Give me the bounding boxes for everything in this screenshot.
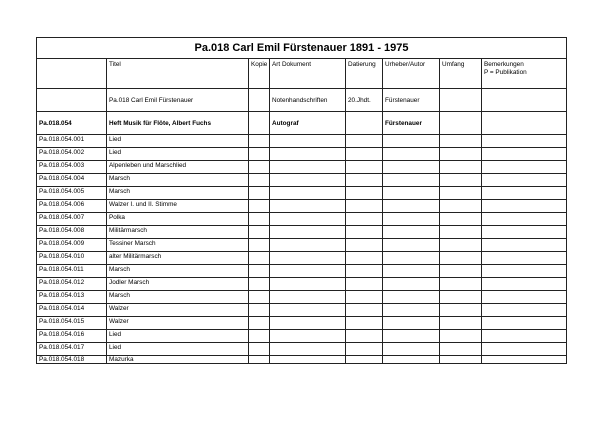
table-row [37,356,567,364]
item-urheber [383,278,440,291]
inventory-table [36,37,567,364]
item-urheber [383,148,440,161]
item-kopie [249,291,270,304]
item-signatur: Pa.018.054.006 [37,200,107,213]
item-datierung [346,252,383,265]
table-row [37,148,567,161]
item-kopie [249,200,270,213]
item-art-dokument [270,200,346,213]
table-row [37,239,567,252]
item-umfang [440,239,482,252]
item-signatur: Pa.018.054.011 [37,265,107,278]
item-bemerkungen [482,356,567,364]
item-titel: Tessiner Marsch [107,239,249,252]
item-bemerkungen [482,278,567,291]
collection-bemerkungen [482,89,567,112]
item-signatur: Pa.018.054.016 [37,330,107,343]
series-titel: Heft Musik für Flöte, Albert Fuchs [107,112,249,135]
item-datierung [346,174,383,187]
item-urheber [383,265,440,278]
item-titel: alter Militärmarsch [107,252,249,265]
header-art-dokument: Art Dokument [270,59,346,89]
table-row [37,304,567,317]
item-datierung [346,343,383,356]
series-signatur: Pa.018.054 [37,112,107,135]
item-umfang [440,330,482,343]
item-umfang [440,265,482,278]
series-umfang [440,112,482,135]
item-kopie [249,265,270,278]
item-umfang [440,135,482,148]
item-art-dokument [270,174,346,187]
header-signatur [37,59,107,89]
item-bemerkungen [482,161,567,174]
item-urheber [383,200,440,213]
collection-art: Notenhandschriften [270,89,346,112]
collection-signatur [37,89,107,112]
item-art-dokument [270,148,346,161]
item-umfang [440,161,482,174]
item-titel: Lied [107,148,249,161]
table-row [37,330,567,343]
collection-datierung: 20.Jhdt. [346,89,383,112]
item-urheber [383,161,440,174]
item-art-dokument [270,291,346,304]
item-datierung [346,239,383,252]
header-urheber: Urheber/Autor [383,59,440,89]
item-signatur: Pa.018.054.007 [37,213,107,226]
item-titel: Walzer [107,304,249,317]
item-bemerkungen [482,343,567,356]
item-urheber [383,252,440,265]
table-row [37,213,567,226]
item-titel: Jodler Marsch [107,278,249,291]
document-title: Pa.018 Carl Emil Fürstenauer 1891 - 1975 [37,38,567,59]
item-urheber [383,135,440,148]
item-datierung [346,265,383,278]
item-art-dokument [270,343,346,356]
item-urheber [383,187,440,200]
item-bemerkungen [482,187,567,200]
item-bemerkungen [482,174,567,187]
series-row [37,112,567,135]
item-umfang [440,200,482,213]
item-signatur: Pa.018.054.015 [37,317,107,330]
table-row [37,265,567,278]
item-signatur: Pa.018.054.013 [37,291,107,304]
item-datierung [346,278,383,291]
item-urheber [383,174,440,187]
item-titel: Marsch [107,265,249,278]
item-kopie [249,148,270,161]
item-urheber [383,330,440,343]
item-urheber [383,291,440,304]
item-kopie [249,330,270,343]
collection-kopie [249,89,270,112]
item-bemerkungen [482,148,567,161]
item-signatur: Pa.018.054.003 [37,161,107,174]
item-signatur: Pa.018.054.001 [37,135,107,148]
header-umfang: Umfang [440,59,482,89]
item-urheber [383,356,440,364]
item-umfang [440,174,482,187]
table-row [37,291,567,304]
item-titel: Marsch [107,187,249,200]
item-kopie [249,226,270,239]
header-titel: Titel [107,59,249,89]
item-umfang [440,187,482,200]
item-datierung [346,213,383,226]
item-datierung [346,161,383,174]
item-signatur: Pa.018.054.008 [37,226,107,239]
item-signatur: Pa.018.054.012 [37,278,107,291]
header-bemerkungen [482,59,567,89]
item-art-dokument [270,135,346,148]
header-bemerkungen-label: Bemerkungen [484,61,524,68]
item-titel: Mazurka [107,356,249,364]
item-datierung [346,148,383,161]
item-datierung [346,304,383,317]
item-bemerkungen [482,304,567,317]
item-bemerkungen [482,265,567,278]
item-datierung [346,317,383,330]
item-datierung [346,135,383,148]
item-signatur: Pa.018.054.010 [37,252,107,265]
item-art-dokument [270,265,346,278]
item-art-dokument [270,356,346,364]
item-bemerkungen [482,213,567,226]
item-art-dokument [270,330,346,343]
collection-row [37,89,567,112]
item-umfang [440,304,482,317]
item-kopie [249,174,270,187]
item-urheber [383,239,440,252]
item-signatur: Pa.018.054.004 [37,174,107,187]
item-urheber [383,317,440,330]
table-row [37,200,567,213]
item-signatur: Pa.018.054.014 [37,304,107,317]
item-kopie [249,239,270,252]
item-kopie [249,304,270,317]
header-datierung: Datierung [346,59,383,89]
item-umfang [440,343,482,356]
series-bemerkungen [482,112,567,135]
item-titel: Marsch [107,174,249,187]
item-umfang [440,317,482,330]
table-row [37,161,567,174]
table-row [37,187,567,200]
item-art-dokument [270,213,346,226]
item-kopie [249,252,270,265]
item-bemerkungen [482,317,567,330]
item-kopie [249,317,270,330]
table-row [37,317,567,330]
table-row [37,343,567,356]
table-row [37,174,567,187]
table-row [37,278,567,291]
archive-inventory-sheet [36,37,566,364]
item-urheber [383,226,440,239]
item-datierung [346,200,383,213]
item-umfang [440,356,482,364]
item-kopie [249,278,270,291]
item-art-dokument [270,278,346,291]
table-row [37,135,567,148]
item-bemerkungen [482,291,567,304]
item-bemerkungen [482,200,567,213]
item-umfang [440,148,482,161]
table-row [37,226,567,239]
item-titel: Walzer I. und II. Stimme [107,200,249,213]
item-datierung [346,291,383,304]
item-kopie [249,343,270,356]
item-titel: Polka [107,213,249,226]
item-bemerkungen [482,226,567,239]
header-row [37,59,567,89]
item-titel: Marsch [107,291,249,304]
item-titel: Walzer [107,317,249,330]
item-datierung [346,226,383,239]
item-kopie [249,135,270,148]
header-kopie: Kopie [249,59,270,89]
item-titel: Lied [107,343,249,356]
series-datierung [346,112,383,135]
header-bemerkungen-note: P = Publikation [484,68,527,76]
item-umfang [440,213,482,226]
item-umfang [440,226,482,239]
item-titel: Lied [107,135,249,148]
item-art-dokument [270,187,346,200]
item-bemerkungen [482,252,567,265]
item-signatur: Pa.018.054.009 [37,239,107,252]
table-row [37,252,567,265]
collection-umfang [440,89,482,112]
title-row [37,38,567,59]
item-kopie [249,356,270,364]
item-signatur: Pa.018.054.005 [37,187,107,200]
series-art: Autograf [270,112,346,135]
item-art-dokument [270,161,346,174]
series-urheber: Fürstenauer [383,112,440,135]
item-bemerkungen [482,239,567,252]
item-art-dokument [270,304,346,317]
item-umfang [440,291,482,304]
item-titel: Alpenleben und Marschlied [107,161,249,174]
item-kopie [249,187,270,200]
collection-urheber: Fürstenauer [383,89,440,112]
item-bemerkungen [482,135,567,148]
item-kopie [249,213,270,226]
item-kopie [249,161,270,174]
item-titel: Militärmarsch [107,226,249,239]
item-signatur: Pa.018.054.017 [37,343,107,356]
item-datierung [346,330,383,343]
item-datierung [346,356,383,364]
item-urheber [383,304,440,317]
series-kopie [249,112,270,135]
item-signatur: Pa.018.054.002 [37,148,107,161]
collection-titel: Pa.018 Carl Emil Fürstenauer [107,89,249,112]
item-art-dokument [270,226,346,239]
item-signatur: Pa.018.054.018 [37,356,107,364]
item-art-dokument [270,239,346,252]
item-bemerkungen [482,330,567,343]
item-urheber [383,213,440,226]
item-art-dokument [270,252,346,265]
item-datierung [346,187,383,200]
item-titel: Lied [107,330,249,343]
item-umfang [440,252,482,265]
item-umfang [440,278,482,291]
item-art-dokument [270,317,346,330]
item-urheber [383,343,440,356]
